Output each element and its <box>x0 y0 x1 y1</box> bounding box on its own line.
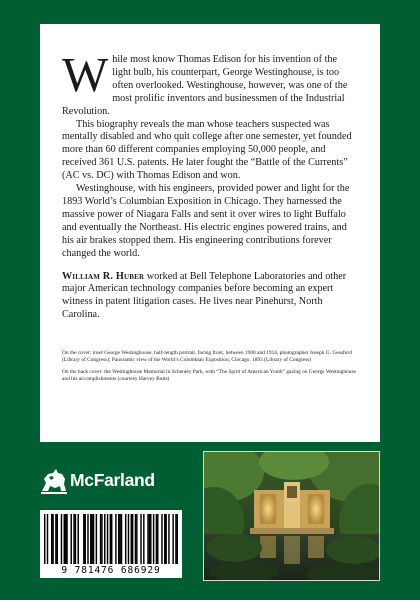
barcode-bar <box>121 514 122 564</box>
back-cover-credit-lead: On the back cover: <box>62 368 103 375</box>
barcode-bar <box>96 514 97 564</box>
barcode-bar <box>136 514 137 564</box>
barcode-bar <box>172 514 173 564</box>
drop-cap: W <box>62 47 109 102</box>
barcode-bar <box>65 514 66 564</box>
barcode-bar <box>91 514 92 564</box>
barcode-bar <box>93 514 94 564</box>
isbn-digits: 9 781476 686929 <box>61 565 161 576</box>
book-description <box>62 47 358 261</box>
barcode-bar <box>51 514 52 564</box>
barcode-bar <box>110 514 111 564</box>
barcode-bars <box>44 514 178 564</box>
barcode-bar <box>66 514 67 564</box>
blurb-paragraph-3: Westinghouse, with his engineers, provided power and light for the 1893 World’s Columbian Exposition in Chicago. They harnessed the massive power of Niagara Falls and sent it over wires to light Buffalo and eventually the Northeast. His electric engines powered trains, and his air brakes stopped them. His engineering contributions forever changed the world. <box>62 183 350 259</box>
isbn-barcode <box>40 510 182 578</box>
memorial-photo-image <box>204 452 379 580</box>
front-cover-credit-lead: On the cover: <box>62 350 92 357</box>
barcode-bar <box>61 514 62 564</box>
barcode-bar <box>78 514 79 564</box>
barcode-bar <box>118 514 119 564</box>
barcode-bar <box>177 514 178 564</box>
memorial-photo <box>203 451 380 581</box>
barcode-bar <box>156 514 157 564</box>
author-name: William R. Huber <box>62 270 145 282</box>
barcode-bar <box>90 514 91 564</box>
author-bio-text: worked at Bell Telephone Laboratories and other major American technology companies before becoming an expert witness in patent litigation cases. He lives near Pinehurst, North Carolina. <box>62 270 347 321</box>
barcode-bar <box>73 514 74 564</box>
front-cover-inset-label: inset <box>92 350 103 357</box>
barcode-bar <box>115 514 116 564</box>
barcode-bar <box>55 514 56 564</box>
barcode-bar <box>83 514 84 564</box>
barcode-bar <box>64 514 65 564</box>
barcode-bar <box>161 514 162 564</box>
publisher-logo <box>40 460 200 500</box>
barcode-bar <box>128 514 129 564</box>
barcode-bar <box>131 514 132 564</box>
author-bio <box>62 271 358 323</box>
barcode-bar <box>71 514 72 564</box>
front-cover-credit-text: George Westinghouse, half-length portrait, facing front, between 1900 and 1914, photographer Joseph G. Gessford (Library of Congress); Panoramic view of the World’s Columbian Exposition, Chicago, 1893 (Library of Congress) <box>62 350 352 364</box>
barcode-bar <box>150 514 151 564</box>
barcode-bar <box>44 514 45 564</box>
barcode-bar <box>168 514 169 564</box>
barcode-bar <box>84 514 85 564</box>
barcode-bar <box>175 514 176 564</box>
mcfarland-bison-logo-icon <box>40 465 68 495</box>
barcode-bar <box>157 514 158 564</box>
barcode-bar <box>135 514 136 564</box>
barcode-bar <box>125 514 126 564</box>
barcode-bar <box>149 514 150 564</box>
barcode-bar <box>147 514 148 564</box>
blurb-paragraph-1-text: hile most know Thomas Edison for his invention of the light bulb, his counterpart, George Westinghouse, is too often overlooked. Westinghouse, however, was one of the most prolific inventors and businessmen of the Industrial Revolution. <box>62 54 348 117</box>
barcode-bar <box>100 514 101 564</box>
barcode-bar <box>143 514 144 564</box>
back-cover-credit-text: the Westinghouse Memorial in Schenley Park, with “The Spirit of American Youth” gazing on George Westinghouse and his accomplishments (courtesy Harvey Butts) <box>62 368 356 382</box>
barcode-bar <box>119 514 120 564</box>
barcode-bar <box>87 514 88 564</box>
front-cover-credit <box>62 350 358 364</box>
back-cover-credit <box>62 369 358 383</box>
barcode-bar <box>57 514 58 564</box>
barcode-bar <box>107 514 108 564</box>
barcode-bar <box>111 514 112 564</box>
barcode-bar <box>165 514 166 564</box>
description-panel <box>40 24 380 442</box>
barcode-bar <box>104 514 105 564</box>
barcode-bar <box>101 514 102 564</box>
barcode-bar <box>153 514 154 564</box>
publisher-name: McFarland <box>70 470 155 490</box>
barcode-bar <box>140 514 141 564</box>
barcode-bar <box>132 514 133 564</box>
barcode-bar <box>75 514 76 564</box>
barcode-bar <box>164 514 165 564</box>
barcode-bar <box>47 514 48 564</box>
blurb-paragraph-2: This biography reveals the man whose teachers suspected was mentally disabled and who quit college after one semester, yet founded more than 60 different companies employing 50,000 people, and received 361 U.S. patents. He later fought the “Battle of the Currents” (AC vs. DC) with Thomas Edison and won. <box>62 118 352 182</box>
cover-credits <box>62 350 358 383</box>
barcode-bar <box>52 514 53 564</box>
blurb-paragraph-1 <box>62 47 358 119</box>
